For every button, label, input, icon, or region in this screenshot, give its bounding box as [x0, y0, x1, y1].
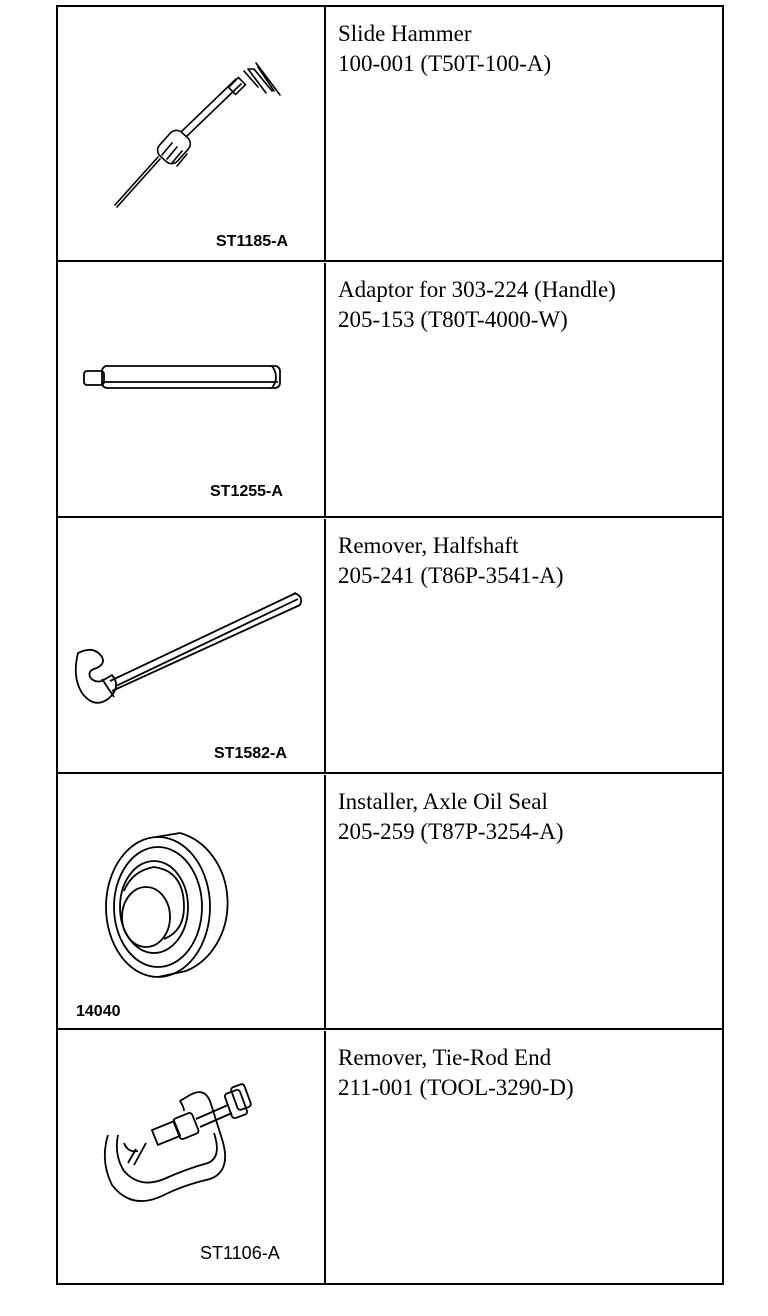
table-row: [58, 7, 722, 262]
tool-name: Adaptor for 303-224 (Handle): [338, 277, 616, 302]
slide-hammer-icon: [58, 7, 324, 260]
figure-code: ST1106-A: [200, 1243, 280, 1263]
tool-name: Slide Hammer: [338, 21, 472, 46]
table-row: [58, 775, 722, 1030]
halfshaft-remover-icon: [58, 519, 324, 772]
table-row: [58, 1031, 722, 1283]
figure-code: ST1185-A: [216, 233, 289, 250]
illustration-cell: [58, 263, 326, 516]
tie-rod-remover-icon: [58, 1031, 324, 1281]
figure-code: ST1582-A: [214, 745, 287, 762]
tool-description: [338, 19, 718, 79]
tool-name: Remover, Tie-Rod End: [338, 1045, 552, 1070]
illustration-cell: [58, 775, 326, 1028]
tool-name: Installer, Axle Oil Seal: [338, 789, 548, 814]
tool-description: [338, 531, 718, 591]
tool-number: 211-001 (TOOL-3290-D): [338, 1075, 574, 1100]
special-tools-table: [56, 5, 724, 1285]
tool-description: [338, 787, 718, 847]
oil-seal-installer-icon: [58, 775, 324, 1028]
illustration-cell: [58, 1031, 326, 1283]
tool-number: 100-001 (T50T-100-A): [338, 51, 552, 76]
figure-code: ST1255-A: [210, 483, 283, 500]
tool-number: 205-259 (T87P-3254-A): [338, 819, 564, 844]
tool-description: [338, 1043, 718, 1103]
tool-name: Remover, Halfshaft: [338, 533, 519, 558]
table-row: [58, 263, 722, 518]
tool-description: [338, 275, 718, 335]
tool-number: 205-153 (T80T-4000-W): [338, 307, 568, 332]
figure-code: 14040: [76, 1003, 121, 1020]
handle-adaptor-icon: [58, 263, 324, 516]
tool-number: 205-241 (T86P-3541-A): [338, 563, 564, 588]
table-row: [58, 519, 722, 774]
illustration-cell: [58, 519, 326, 772]
illustration-cell: [58, 7, 326, 260]
